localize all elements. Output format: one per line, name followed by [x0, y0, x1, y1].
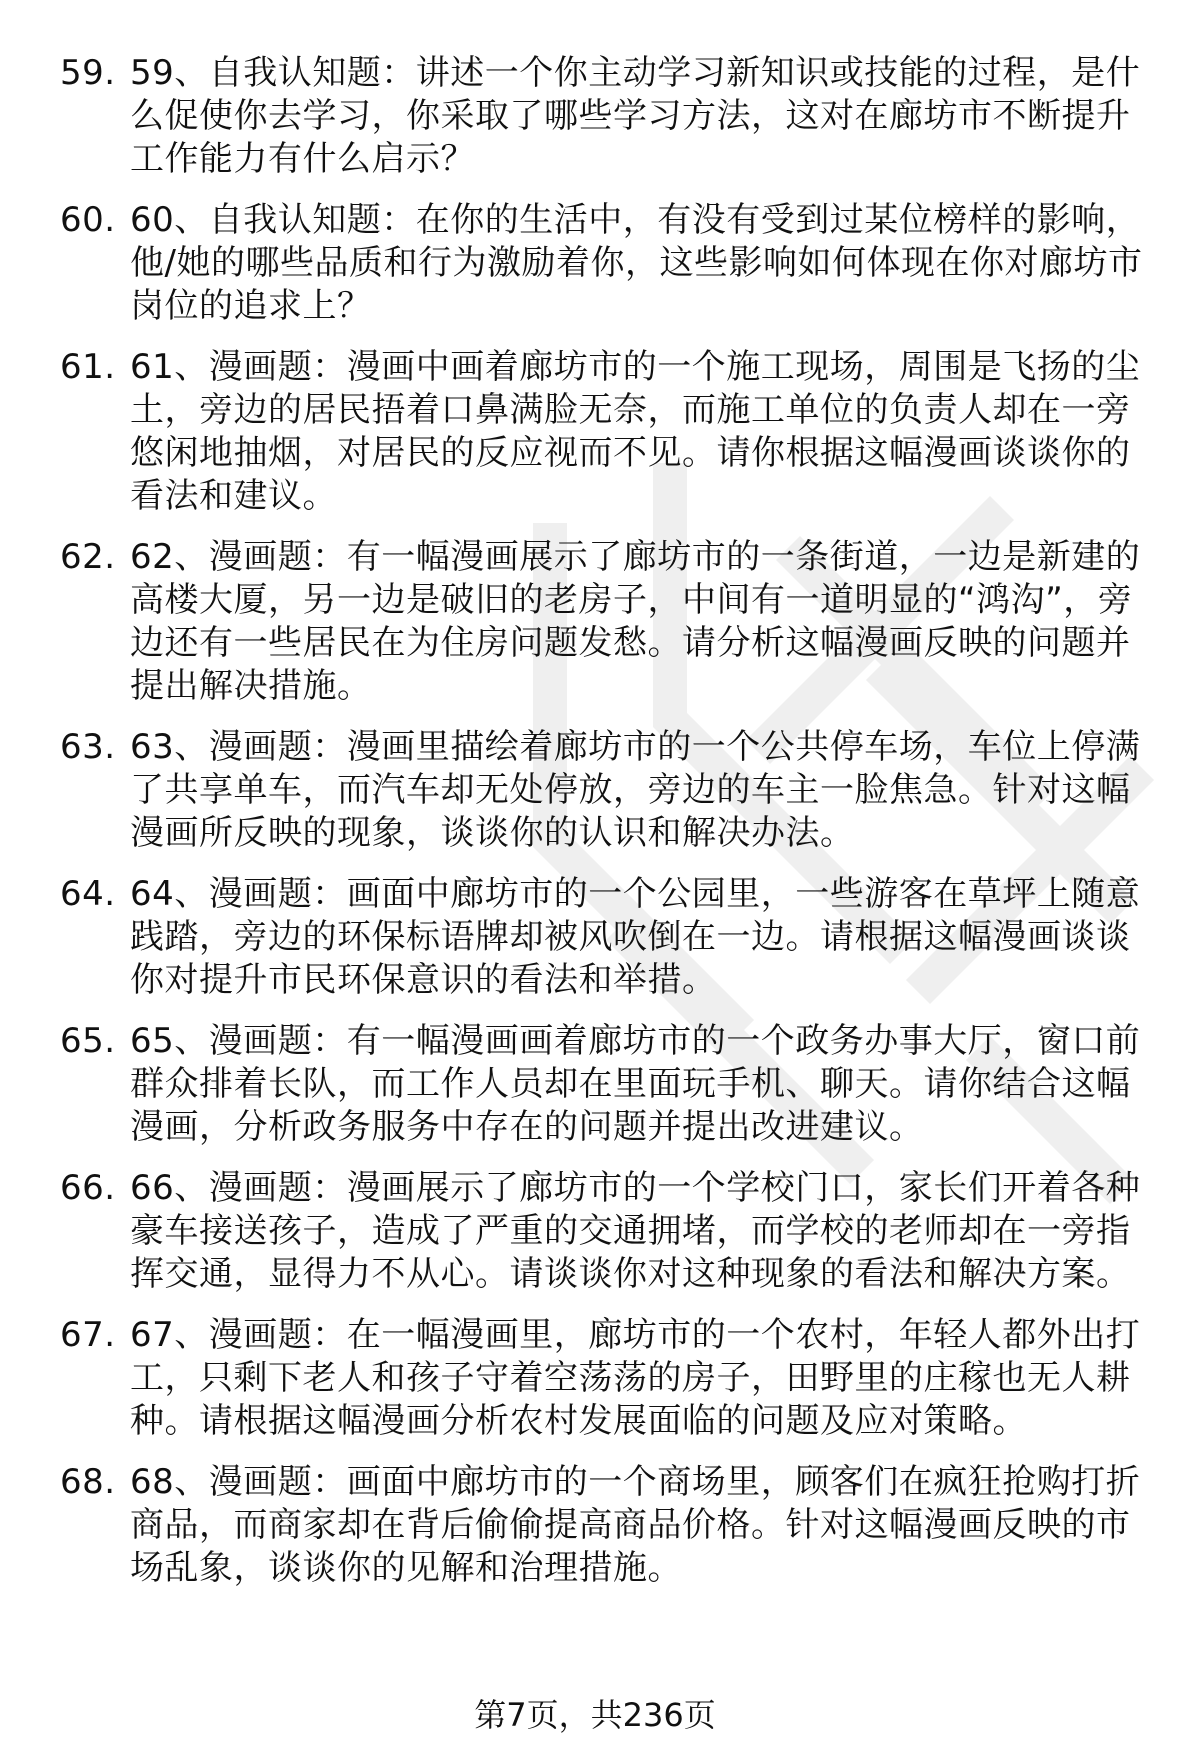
question-item-61: [60, 346, 1160, 518]
question-number: 65.: [60, 1021, 116, 1061]
question-text: 63、漫画题：漫画里描绘着廊坊市的一个公共停车场，车位上停满了共享单车，而汽车却无处停放，旁边的车主一脸焦急。针对这幅漫画所反映的现象，谈谈你的认识和解决办法。: [130, 727, 1141, 853]
question-number: 60.: [60, 200, 116, 240]
question-number: 68.: [60, 1462, 116, 1502]
question-number: 64.: [60, 874, 116, 914]
question-number: 63.: [60, 727, 116, 767]
question-item-59: [60, 52, 1160, 181]
question-text: 62、漫画题：有一幅漫画展示了廊坊市的一条街道，一边是新建的高楼大厦，另一边是破旧的老房子，中间有一道明显的“鸿沟”，旁边还有一些居民在为住房问题发愁。请分析这幅漫画反映的问题并提出解决措施。: [130, 537, 1141, 706]
question-text: 66、漫画题：漫画展示了廊坊市的一个学校门口，家长们开着各种豪车接送孩子，造成了严重的交通拥堵，而学校的老师却在一旁指挥交通，显得力不从心。请谈谈你对这种现象的看法和解决方案。: [130, 1168, 1141, 1294]
page-number-footer: 第7页，共236页: [474, 1696, 716, 1734]
question-item-66: [60, 1167, 1160, 1296]
question-item-68: [60, 1461, 1160, 1590]
question-number: 66.: [60, 1168, 116, 1208]
question-item-65: [60, 1020, 1160, 1149]
question-text: 64、漫画题：画面中廊坊市的一个公园里，一些游客在草坪上随意践踏，旁边的环保标语牌却被风吹倒在一边。请根据这幅漫画谈谈你对提升市民环保意识的看法和举措。: [130, 874, 1141, 1000]
question-number: 67.: [60, 1315, 116, 1355]
question-text: 68、漫画题：画面中廊坊市的一个商场里，顾客们在疯狂抢购打折商品，而商家却在背后偷偷提高商品价格。针对这幅漫画反映的市场乱象，谈谈你的见解和治理措施。: [130, 1462, 1141, 1588]
question-item-60: [60, 199, 1160, 328]
question-number: 59.: [60, 53, 116, 93]
question-text: 60、自我认知题：在你的生活中，有没有受到过某位榜样的影响，他/她的哪些品质和行为激励着你，这些影响如何体现在你对廊坊市岗位的追求上？: [130, 200, 1143, 326]
question-item-67: [60, 1314, 1160, 1443]
question-number: 62.: [60, 537, 116, 577]
question-list: [60, 52, 1160, 1608]
question-item-62: [60, 536, 1160, 708]
question-text: 65、漫画题：有一幅漫画画着廊坊市的一个政务办事大厅，窗口前群众排着长队，而工作人员却在里面玩手机、聊天。请你结合这幅漫画，分析政务服务中存在的问题并提出改进建议。: [130, 1021, 1141, 1147]
question-text: 59、自我认知题：讲述一个你主动学习新知识或技能的过程，是什么促使你去学习，你采取了哪些学习方法，这对在廊坊市不断提升工作能力有什么启示？: [130, 53, 1141, 179]
question-number: 61.: [60, 347, 116, 387]
question-text: 67、漫画题：在一幅漫画里，廊坊市的一个农村，年轻人都外出打工，只剩下老人和孩子守着空荡荡的房子，田野里的庄稼也无人耕种。请根据这幅漫画分析农村发展面临的问题及应对策略。: [130, 1315, 1141, 1441]
question-text: 61、漫画题：漫画中画着廊坊市的一个施工现场，周围是飞扬的尘土，旁边的居民捂着口鼻满脸无奈，而施工单位的负责人却在一旁悠闲地抽烟，对居民的反应视而不见。请你根据这幅漫画谈谈你的看法和建议。: [130, 347, 1141, 516]
question-item-63: [60, 726, 1160, 855]
question-item-64: [60, 873, 1160, 1002]
